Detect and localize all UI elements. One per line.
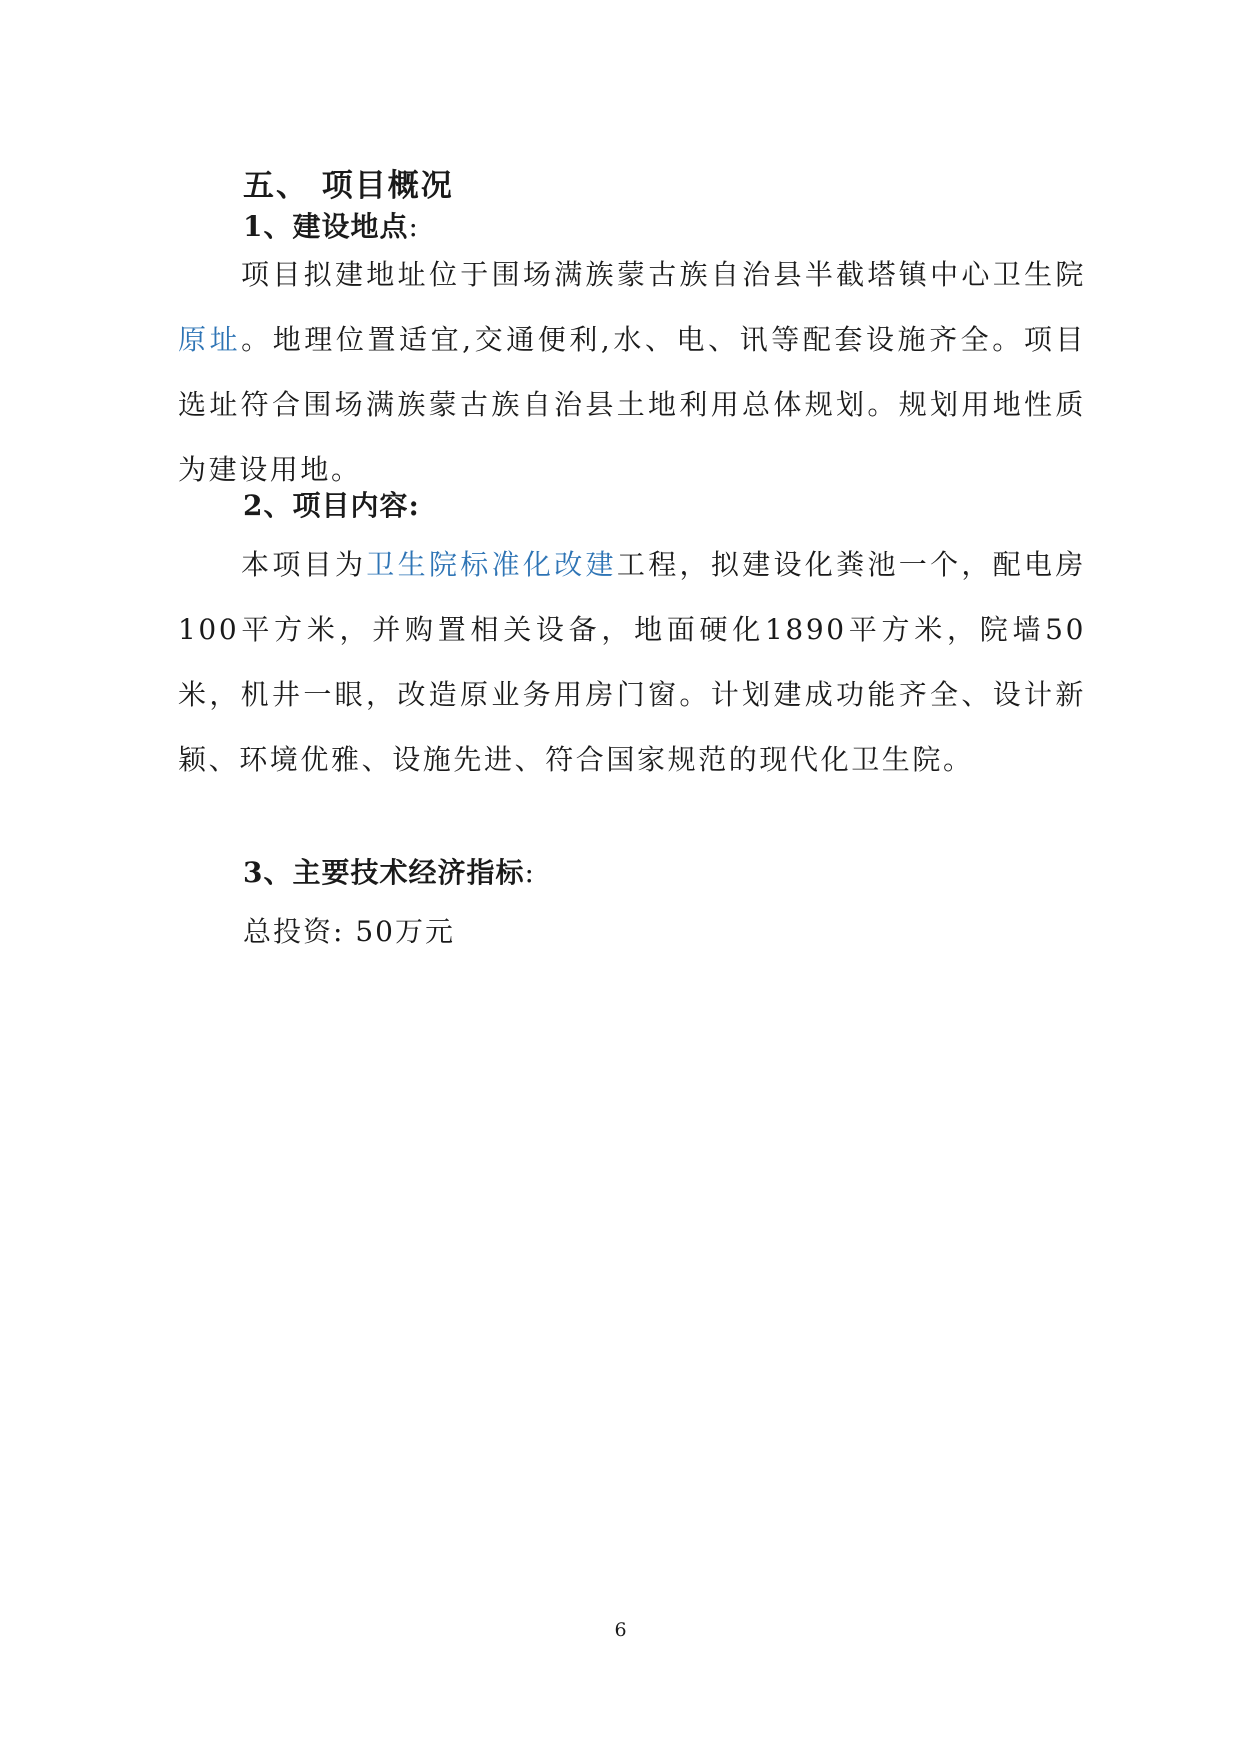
page-number: 6 (614, 1619, 627, 1641)
content-paragraph (178, 532, 1086, 792)
location-paragraph (178, 242, 1086, 502)
section-title: 五、 项目概况 (243, 168, 454, 204)
location-text-after: 。地理位置适宜,交通便利,水、电、讯等配套设施齐全。项目选址符合围场满族蒙古族自治县土地利用总体规划。规划用地性质为建设用地。 (178, 323, 1087, 486)
content-text-after: 工程，拟建设化粪池一个，配电房100平方米，并购置相关设备，地面硬化1890平方米，院墙50米，机井一眼，改造原业务用房门窗。计划建成功能齐全、设计新颖、环境优雅、设施先进、符合国家规范的现代化卫生院。 (178, 548, 1086, 776)
location-heading-colon: : (408, 210, 419, 243)
content-text-before: 本项目为 (241, 548, 367, 581)
location-text-before: 项目拟建地址位于围场满族蒙古族自治县半截塔镇中心卫生院 (241, 258, 1086, 291)
total-investment: 总投资: 50万元 (243, 915, 455, 948)
content-highlight: 卫生院标准化改建 (366, 548, 617, 581)
indicators-heading-text: 3、主要技术经济指标 (243, 856, 525, 889)
location-highlight: 原址 (178, 323, 242, 356)
location-heading-text: 1、建设地点 (243, 210, 409, 243)
indicators-heading (243, 853, 535, 893)
indicators-heading-colon: : (524, 856, 535, 889)
content-heading: 2、项目内容: (243, 489, 420, 522)
location-heading (243, 207, 419, 247)
